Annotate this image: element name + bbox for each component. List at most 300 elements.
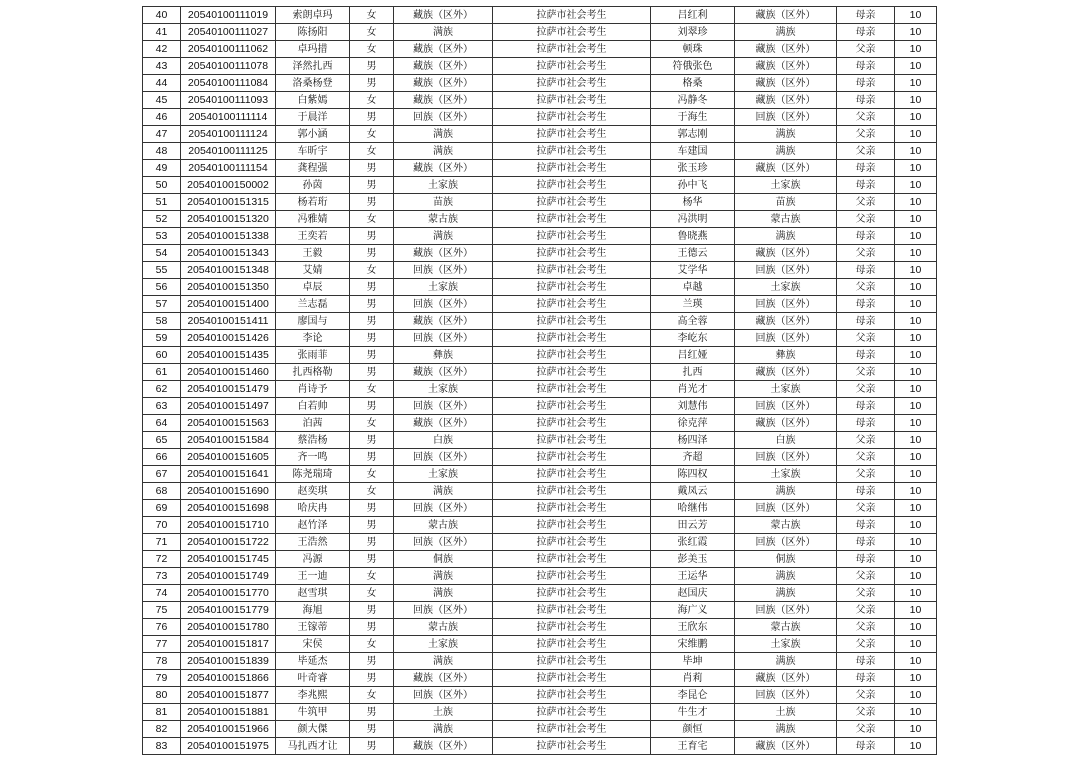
- student-name-cell: 李兆熙: [276, 687, 350, 704]
- ethnicity-cell: 满族: [394, 126, 493, 143]
- parent-name-cell: 郭志刚: [651, 126, 735, 143]
- bonus-points-cell: 10: [895, 415, 937, 432]
- table-row: [143, 262, 937, 279]
- candidate-category-cell: 拉萨市社会考生: [493, 483, 651, 500]
- parent-ethnicity-cell: 满族: [735, 143, 837, 160]
- ethnicity-cell: 藏族（区外）: [394, 364, 493, 381]
- gender-cell: 男: [350, 160, 394, 177]
- exam-id-cell: 20540100151426: [181, 330, 276, 347]
- ethnicity-cell: 藏族（区外）: [394, 245, 493, 262]
- exam-id-cell: 20540100151710: [181, 517, 276, 534]
- candidate-category-cell: 拉萨市社会考生: [493, 432, 651, 449]
- table-row: [143, 585, 937, 602]
- exam-id-cell: 20540100151343: [181, 245, 276, 262]
- row-number-cell: 55: [143, 262, 181, 279]
- parent-name-cell: 肖光才: [651, 381, 735, 398]
- parent-ethnicity-cell: 回族（区外）: [735, 449, 837, 466]
- exam-id-cell: 20540100111084: [181, 75, 276, 92]
- parent-ethnicity-cell: 藏族（区外）: [735, 92, 837, 109]
- row-number-cell: 80: [143, 687, 181, 704]
- row-number-cell: 41: [143, 24, 181, 41]
- candidate-category-cell: 拉萨市社会考生: [493, 721, 651, 738]
- bonus-points-cell: 10: [895, 126, 937, 143]
- relation-cell: 父亲: [837, 126, 895, 143]
- exam-id-cell: 20540100111062: [181, 41, 276, 58]
- parent-ethnicity-cell: 藏族（区外）: [735, 313, 837, 330]
- parent-name-cell: 杨华: [651, 194, 735, 211]
- bonus-points-cell: 10: [895, 432, 937, 449]
- exam-id-cell: 20540100151881: [181, 704, 276, 721]
- candidate-category-cell: 拉萨市社会考生: [493, 313, 651, 330]
- parent-ethnicity-cell: 藏族（区外）: [735, 670, 837, 687]
- candidate-category-cell: 拉萨市社会考生: [493, 636, 651, 653]
- parent-name-cell: 符俄张色: [651, 58, 735, 75]
- bonus-points-cell: 10: [895, 704, 937, 721]
- gender-cell: 男: [350, 432, 394, 449]
- bonus-points-cell: 10: [895, 364, 937, 381]
- parent-ethnicity-cell: 回族（区外）: [735, 500, 837, 517]
- relation-cell: 父亲: [837, 41, 895, 58]
- parent-name-cell: 王欣东: [651, 619, 735, 636]
- bonus-points-cell: 10: [895, 262, 937, 279]
- student-name-cell: 王奕若: [276, 228, 350, 245]
- parent-ethnicity-cell: 藏族（区外）: [735, 245, 837, 262]
- gender-cell: 男: [350, 551, 394, 568]
- exam-id-cell: 20540100151348: [181, 262, 276, 279]
- exam-id-cell: 20540100151320: [181, 211, 276, 228]
- parent-name-cell: 兰瑛: [651, 296, 735, 313]
- parent-name-cell: 王德云: [651, 245, 735, 262]
- gender-cell: 男: [350, 500, 394, 517]
- ethnicity-cell: 回族（区外）: [394, 534, 493, 551]
- ethnicity-cell: 满族: [394, 568, 493, 585]
- table-row: [143, 568, 937, 585]
- ethnicity-cell: 蒙古族: [394, 211, 493, 228]
- student-name-cell: 泽然扎西: [276, 58, 350, 75]
- ethnicity-cell: 回族（区外）: [394, 500, 493, 517]
- candidate-category-cell: 拉萨市社会考生: [493, 602, 651, 619]
- student-name-cell: 洛桑杨登: [276, 75, 350, 92]
- table-row: [143, 704, 937, 721]
- parent-ethnicity-cell: 藏族（区外）: [735, 160, 837, 177]
- parent-name-cell: 毕坤: [651, 653, 735, 670]
- gender-cell: 女: [350, 585, 394, 602]
- gender-cell: 男: [350, 330, 394, 347]
- gender-cell: 男: [350, 602, 394, 619]
- table-row: [143, 245, 937, 262]
- parent-name-cell: 陈四权: [651, 466, 735, 483]
- ethnicity-cell: 满族: [394, 653, 493, 670]
- parent-ethnicity-cell: 藏族（区外）: [735, 415, 837, 432]
- gender-cell: 女: [350, 483, 394, 500]
- parent-ethnicity-cell: 藏族（区外）: [735, 41, 837, 58]
- ethnicity-cell: 白族: [394, 432, 493, 449]
- row-number-cell: 69: [143, 500, 181, 517]
- relation-cell: 父亲: [837, 143, 895, 160]
- row-number-cell: 82: [143, 721, 181, 738]
- roster-body: [143, 7, 937, 755]
- bonus-points-cell: 10: [895, 653, 937, 670]
- gender-cell: 女: [350, 7, 394, 24]
- relation-cell: 母亲: [837, 296, 895, 313]
- gender-cell: 男: [350, 296, 394, 313]
- bonus-points-cell: 10: [895, 466, 937, 483]
- candidate-category-cell: 拉萨市社会考生: [493, 41, 651, 58]
- relation-cell: 父亲: [837, 568, 895, 585]
- candidate-category-cell: 拉萨市社会考生: [493, 517, 651, 534]
- exam-id-cell: 20540100151770: [181, 585, 276, 602]
- bonus-points-cell: 10: [895, 500, 937, 517]
- row-number-cell: 53: [143, 228, 181, 245]
- parent-ethnicity-cell: 藏族（区外）: [735, 738, 837, 755]
- exam-id-cell: 20540100151350: [181, 279, 276, 296]
- candidate-category-cell: 拉萨市社会考生: [493, 466, 651, 483]
- row-number-cell: 71: [143, 534, 181, 551]
- candidate-category-cell: 拉萨市社会考生: [493, 619, 651, 636]
- gender-cell: 男: [350, 347, 394, 364]
- gender-cell: 男: [350, 279, 394, 296]
- gender-cell: 男: [350, 721, 394, 738]
- student-name-cell: 齐一鸣: [276, 449, 350, 466]
- row-number-cell: 49: [143, 160, 181, 177]
- parent-ethnicity-cell: 藏族（区外）: [735, 7, 837, 24]
- bonus-points-cell: 10: [895, 721, 937, 738]
- ethnicity-cell: 土族: [394, 704, 493, 721]
- relation-cell: 父亲: [837, 194, 895, 211]
- exam-id-cell: 20540100151400: [181, 296, 276, 313]
- ethnicity-cell: 藏族（区外）: [394, 75, 493, 92]
- row-number-cell: 51: [143, 194, 181, 211]
- table-row: [143, 58, 937, 75]
- bonus-points-cell: 10: [895, 177, 937, 194]
- exam-id-cell: 20540100151877: [181, 687, 276, 704]
- bonus-points-cell: 10: [895, 245, 937, 262]
- candidate-category-cell: 拉萨市社会考生: [493, 653, 651, 670]
- row-number-cell: 50: [143, 177, 181, 194]
- student-name-cell: 兰志磊: [276, 296, 350, 313]
- parent-name-cell: 卓越: [651, 279, 735, 296]
- exam-id-cell: 20540100151698: [181, 500, 276, 517]
- row-number-cell: 65: [143, 432, 181, 449]
- row-number-cell: 47: [143, 126, 181, 143]
- ethnicity-cell: 回族（区外）: [394, 602, 493, 619]
- parent-ethnicity-cell: 满族: [735, 483, 837, 500]
- bonus-points-cell: 10: [895, 228, 937, 245]
- parent-name-cell: 哈继伟: [651, 500, 735, 517]
- ethnicity-cell: 藏族（区外）: [394, 160, 493, 177]
- gender-cell: 男: [350, 177, 394, 194]
- table-row: [143, 517, 937, 534]
- ethnicity-cell: 满族: [394, 24, 493, 41]
- bonus-points-cell: 10: [895, 534, 937, 551]
- parent-ethnicity-cell: 满族: [735, 228, 837, 245]
- table-row: [143, 75, 937, 92]
- bonus-points-cell: 10: [895, 517, 937, 534]
- exam-id-cell: 20540100150002: [181, 177, 276, 194]
- relation-cell: 父亲: [837, 636, 895, 653]
- student-name-cell: 马扎西才让: [276, 738, 350, 755]
- relation-cell: 母亲: [837, 347, 895, 364]
- table-row: [143, 483, 937, 500]
- student-name-cell: 肖诗予: [276, 381, 350, 398]
- gender-cell: 男: [350, 245, 394, 262]
- student-name-cell: 哈庆冉: [276, 500, 350, 517]
- gender-cell: 女: [350, 143, 394, 160]
- candidate-category-cell: 拉萨市社会考生: [493, 347, 651, 364]
- parent-name-cell: 李屹东: [651, 330, 735, 347]
- exam-id-cell: 20540100151779: [181, 602, 276, 619]
- relation-cell: 父亲: [837, 602, 895, 619]
- row-number-cell: 76: [143, 619, 181, 636]
- row-number-cell: 72: [143, 551, 181, 568]
- table-row: [143, 381, 937, 398]
- parent-ethnicity-cell: 回族（区外）: [735, 330, 837, 347]
- parent-ethnicity-cell: 白族: [735, 432, 837, 449]
- row-number-cell: 73: [143, 568, 181, 585]
- table-row: [143, 670, 937, 687]
- parent-name-cell: 刘慧伟: [651, 398, 735, 415]
- parent-ethnicity-cell: 满族: [735, 721, 837, 738]
- relation-cell: 母亲: [837, 228, 895, 245]
- bonus-points-cell: 10: [895, 483, 937, 500]
- ethnicity-cell: 藏族（区外）: [394, 313, 493, 330]
- relation-cell: 母亲: [837, 738, 895, 755]
- parent-name-cell: 颜恒: [651, 721, 735, 738]
- row-number-cell: 42: [143, 41, 181, 58]
- bonus-points-cell: 10: [895, 296, 937, 313]
- parent-ethnicity-cell: 满族: [735, 568, 837, 585]
- relation-cell: 父亲: [837, 721, 895, 738]
- table-row: [143, 534, 937, 551]
- student-name-cell: 卓辰: [276, 279, 350, 296]
- row-number-cell: 75: [143, 602, 181, 619]
- parent-ethnicity-cell: 藏族（区外）: [735, 75, 837, 92]
- relation-cell: 母亲: [837, 24, 895, 41]
- gender-cell: 女: [350, 636, 394, 653]
- candidate-category-cell: 拉萨市社会考生: [493, 364, 651, 381]
- parent-name-cell: 牛生才: [651, 704, 735, 721]
- bonus-points-cell: 10: [895, 670, 937, 687]
- ethnicity-cell: 回族（区外）: [394, 109, 493, 126]
- ethnicity-cell: 回族（区外）: [394, 449, 493, 466]
- candidate-category-cell: 拉萨市社会考生: [493, 449, 651, 466]
- student-name-cell: 艾婧: [276, 262, 350, 279]
- parent-ethnicity-cell: 回族（区外）: [735, 602, 837, 619]
- parent-ethnicity-cell: 回族（区外）: [735, 534, 837, 551]
- parent-name-cell: 高全蓉: [651, 313, 735, 330]
- student-name-cell: 王一迪: [276, 568, 350, 585]
- bonus-points-cell: 10: [895, 551, 937, 568]
- bonus-points-cell: 10: [895, 738, 937, 755]
- ethnicity-cell: 藏族（区外）: [394, 41, 493, 58]
- candidate-category-cell: 拉萨市社会考生: [493, 194, 651, 211]
- row-number-cell: 54: [143, 245, 181, 262]
- bonus-points-cell: 10: [895, 585, 937, 602]
- student-name-cell: 廖国与: [276, 313, 350, 330]
- exam-id-cell: 20540100111114: [181, 109, 276, 126]
- relation-cell: 父亲: [837, 109, 895, 126]
- candidate-category-cell: 拉萨市社会考生: [493, 534, 651, 551]
- table-row: [143, 738, 937, 755]
- ethnicity-cell: 满族: [394, 228, 493, 245]
- ethnicity-cell: 藏族（区外）: [394, 738, 493, 755]
- student-name-cell: 王浩然: [276, 534, 350, 551]
- exam-id-cell: 20540100151497: [181, 398, 276, 415]
- student-name-cell: 蔡浩杨: [276, 432, 350, 449]
- table-row: [143, 619, 937, 636]
- candidate-category-cell: 拉萨市社会考生: [493, 415, 651, 432]
- parent-name-cell: 吕红利: [651, 7, 735, 24]
- table-row: [143, 160, 937, 177]
- gender-cell: 女: [350, 24, 394, 41]
- student-name-cell: 叶奇睿: [276, 670, 350, 687]
- table-row: [143, 500, 937, 517]
- table-row: [143, 313, 937, 330]
- row-number-cell: 46: [143, 109, 181, 126]
- row-number-cell: 57: [143, 296, 181, 313]
- relation-cell: 母亲: [837, 534, 895, 551]
- row-number-cell: 52: [143, 211, 181, 228]
- parent-name-cell: 宋维鹏: [651, 636, 735, 653]
- gender-cell: 男: [350, 194, 394, 211]
- parent-name-cell: 鲁晓燕: [651, 228, 735, 245]
- relation-cell: 父亲: [837, 449, 895, 466]
- student-name-cell: 于晨洋: [276, 109, 350, 126]
- table-row: [143, 466, 937, 483]
- ethnicity-cell: 侗族: [394, 551, 493, 568]
- bonus-points-cell: 10: [895, 109, 937, 126]
- row-number-cell: 58: [143, 313, 181, 330]
- relation-cell: 父亲: [837, 500, 895, 517]
- parent-ethnicity-cell: 藏族（区外）: [735, 364, 837, 381]
- relation-cell: 父亲: [837, 211, 895, 228]
- bonus-points-cell: 10: [895, 330, 937, 347]
- parent-ethnicity-cell: 回族（区外）: [735, 262, 837, 279]
- relation-cell: 父亲: [837, 381, 895, 398]
- exam-id-cell: 20540100111124: [181, 126, 276, 143]
- parent-ethnicity-cell: 土家族: [735, 279, 837, 296]
- relation-cell: 母亲: [837, 415, 895, 432]
- table-row: [143, 653, 937, 670]
- table-row: [143, 415, 937, 432]
- candidate-category-cell: 拉萨市社会考生: [493, 704, 651, 721]
- table-row: [143, 721, 937, 738]
- parent-name-cell: 顿珠: [651, 41, 735, 58]
- row-number-cell: 68: [143, 483, 181, 500]
- relation-cell: 父亲: [837, 585, 895, 602]
- student-name-cell: 张雨菲: [276, 347, 350, 364]
- exam-id-cell: 20540100111019: [181, 7, 276, 24]
- table-row: [143, 41, 937, 58]
- parent-name-cell: 张玉珍: [651, 160, 735, 177]
- student-name-cell: 海旭: [276, 602, 350, 619]
- candidate-category-cell: 拉萨市社会考生: [493, 262, 651, 279]
- row-number-cell: 62: [143, 381, 181, 398]
- relation-cell: 母亲: [837, 7, 895, 24]
- parent-ethnicity-cell: 蒙古族: [735, 619, 837, 636]
- parent-name-cell: 车建国: [651, 143, 735, 160]
- table-row: [143, 279, 937, 296]
- parent-name-cell: 冯静冬: [651, 92, 735, 109]
- parent-ethnicity-cell: 土家族: [735, 381, 837, 398]
- student-name-cell: 李论: [276, 330, 350, 347]
- candidate-category-cell: 拉萨市社会考生: [493, 398, 651, 415]
- table-row: [143, 551, 937, 568]
- table-row: [143, 347, 937, 364]
- exam-id-cell: 20540100151866: [181, 670, 276, 687]
- candidate-category-cell: 拉萨市社会考生: [493, 381, 651, 398]
- ethnicity-cell: 蒙古族: [394, 619, 493, 636]
- parent-ethnicity-cell: 满族: [735, 653, 837, 670]
- parent-ethnicity-cell: 土族: [735, 704, 837, 721]
- ethnicity-cell: 土家族: [394, 177, 493, 194]
- gender-cell: 男: [350, 75, 394, 92]
- student-name-cell: 赵奕琪: [276, 483, 350, 500]
- parent-name-cell: 王育宅: [651, 738, 735, 755]
- row-number-cell: 43: [143, 58, 181, 75]
- table-row: [143, 432, 937, 449]
- relation-cell: 父亲: [837, 279, 895, 296]
- parent-ethnicity-cell: 侗族: [735, 551, 837, 568]
- candidate-category-cell: 拉萨市社会考生: [493, 109, 651, 126]
- parent-ethnicity-cell: 回族（区外）: [735, 398, 837, 415]
- candidate-category-cell: 拉萨市社会考生: [493, 551, 651, 568]
- bonus-points-cell: 10: [895, 24, 937, 41]
- exam-id-cell: 20540100151460: [181, 364, 276, 381]
- parent-name-cell: 王运华: [651, 568, 735, 585]
- ethnicity-cell: 回族（区外）: [394, 687, 493, 704]
- student-name-cell: 卓玛措: [276, 41, 350, 58]
- relation-cell: 父亲: [837, 330, 895, 347]
- candidate-category-cell: 拉萨市社会考生: [493, 500, 651, 517]
- relation-cell: 母亲: [837, 398, 895, 415]
- ethnicity-cell: 回族（区外）: [394, 262, 493, 279]
- parent-ethnicity-cell: 蒙古族: [735, 517, 837, 534]
- student-name-cell: 泊茜: [276, 415, 350, 432]
- bonus-points-cell: 10: [895, 602, 937, 619]
- student-name-cell: 宋侯: [276, 636, 350, 653]
- row-number-cell: 83: [143, 738, 181, 755]
- exam-id-cell: 20540100151722: [181, 534, 276, 551]
- table-row: [143, 602, 937, 619]
- gender-cell: 男: [350, 653, 394, 670]
- exam-id-cell: 20540100151605: [181, 449, 276, 466]
- student-name-cell: 郭小涵: [276, 126, 350, 143]
- parent-ethnicity-cell: 土家族: [735, 177, 837, 194]
- gender-cell: 男: [350, 704, 394, 721]
- bonus-points-cell: 10: [895, 279, 937, 296]
- parent-ethnicity-cell: 彝族: [735, 347, 837, 364]
- ethnicity-cell: 回族（区外）: [394, 398, 493, 415]
- ethnicity-cell: 满族: [394, 585, 493, 602]
- parent-ethnicity-cell: 满族: [735, 24, 837, 41]
- candidate-category-cell: 拉萨市社会考生: [493, 330, 651, 347]
- parent-name-cell: 刘翠珍: [651, 24, 735, 41]
- gender-cell: 男: [350, 534, 394, 551]
- gender-cell: 女: [350, 211, 394, 228]
- bonus-points-cell: 10: [895, 143, 937, 160]
- exam-id-cell: 20540100151839: [181, 653, 276, 670]
- relation-cell: 母亲: [837, 92, 895, 109]
- candidate-category-cell: 拉萨市社会考生: [493, 7, 651, 24]
- row-number-cell: 74: [143, 585, 181, 602]
- relation-cell: 母亲: [837, 160, 895, 177]
- relation-cell: 父亲: [837, 687, 895, 704]
- student-name-cell: 王毅: [276, 245, 350, 262]
- parent-ethnicity-cell: 藏族（区外）: [735, 58, 837, 75]
- relation-cell: 母亲: [837, 517, 895, 534]
- exam-id-cell: 20540100151411: [181, 313, 276, 330]
